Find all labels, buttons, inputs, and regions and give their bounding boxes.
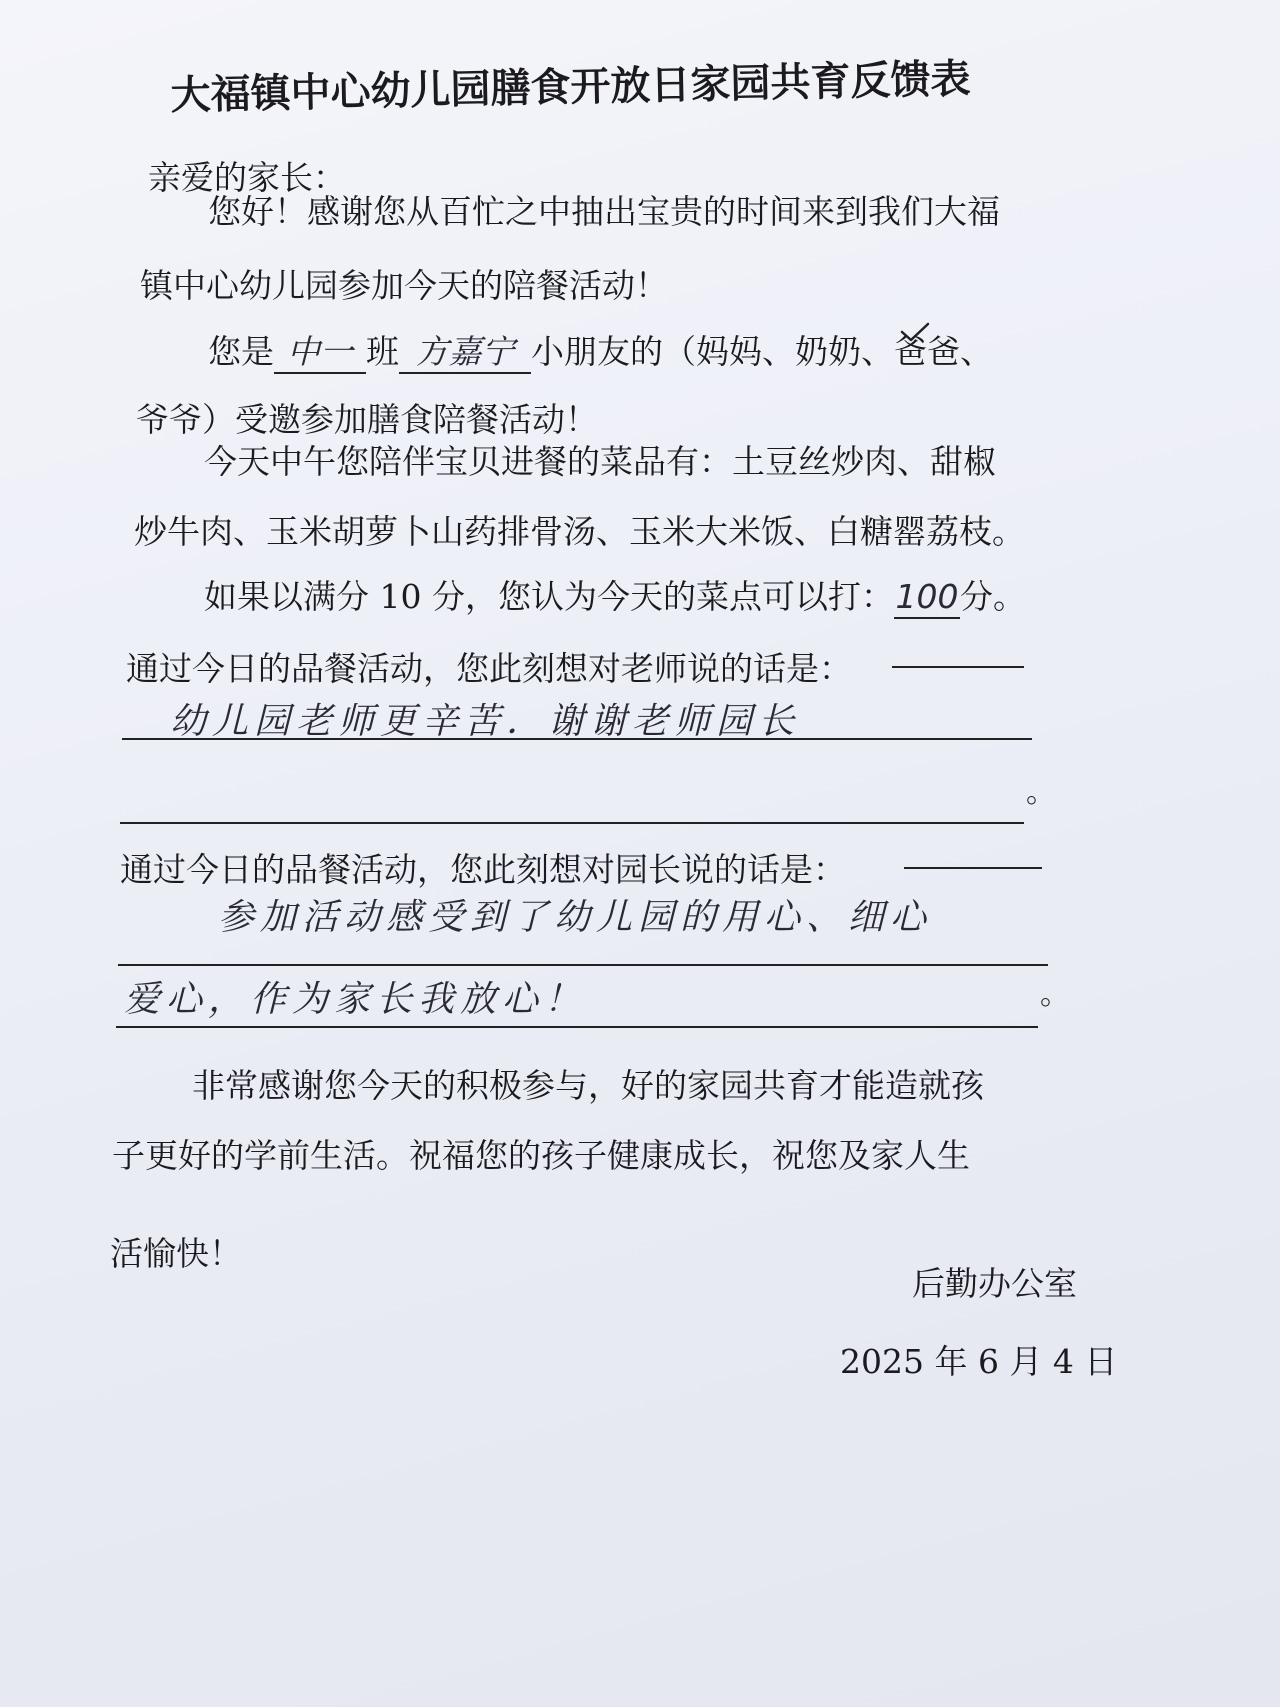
greeting: 亲爱的家长： [148,158,346,197]
score-suffix: 分。 [959,577,1026,616]
principal-end-mark: 。 [1040,977,1070,1012]
signature-office: 后勤办公室 [912,1264,1077,1303]
principal-answer-line-1[interactable]: 参加活动感受到了幼儿园的用心、细心 [218,897,933,938]
class-field[interactable]: 中一 [274,332,366,374]
closing-line-1: 非常感谢您今天的积极参与，好的家园共育才能造就孩 [192,1066,984,1105]
form-title: 大福镇中心幼儿园膳食开放日家园共育反馈表 [170,56,971,119]
identity-line-1 [208,330,993,374]
class-suffix: 班 [366,332,399,371]
principal-prompt-blank [904,867,1042,869]
intro-line-2: 镇中心幼儿园参加今天的陪餐活动！ [140,266,668,305]
principal-prompt: 通过今日的品餐活动，您此刻想对园长说的话是： [120,850,846,889]
relation-text: 小朋友的（妈妈、奶奶、爸爸、 [531,332,993,371]
signature-date: 2025 年 6 月 4 日 [840,1342,1118,1381]
teacher-end-mark: 。 [1026,775,1056,810]
intro-line-1: 您好！感谢您从百忙之中抽出宝贵的时间来到我们大福 [208,192,1000,231]
menu-line-1: 今天中午您陪伴宝贝进餐的菜品有：土豆丝炒肉、甜椒 [204,442,996,481]
closing-line-3: 活愉快！ [110,1234,242,1273]
menu-line-2: 炒牛肉、玉米胡萝卜山药排骨汤、玉米大米饭、白糖罂荔枝。 [134,512,1025,551]
identity-line-2: 爷爷）受邀参加膳食陪餐活动！ [136,400,598,439]
principal-answer-rule-1 [118,964,1048,966]
teacher-answer-rule-1 [122,738,1032,740]
child-name-field[interactable]: 方嘉宁 [399,332,531,374]
score-field[interactable]: 100 [894,577,960,619]
principal-answer-rule-2 [116,1026,1038,1028]
closing-line-2: 子更好的学前生活。祝福您的孩子健康成长，祝您及家人生 [112,1136,970,1175]
teacher-prompt: 通过今日的品餐活动，您此刻想对老师说的话是： [126,649,852,688]
teacher-answer-rule-2 [120,822,1024,824]
principal-answer-line-2[interactable]: 爱心，作为家长我放心！ [124,979,587,1020]
identity-prefix: 您是 [208,332,274,371]
teacher-answer[interactable]: 幼儿园老师更辛苦．谢谢老师园长 [170,701,801,742]
score-line [204,575,1026,619]
score-prefix: 如果以满分 10 分，您认为今天的菜点可以打： [204,577,894,616]
teacher-prompt-blank [892,666,1024,668]
